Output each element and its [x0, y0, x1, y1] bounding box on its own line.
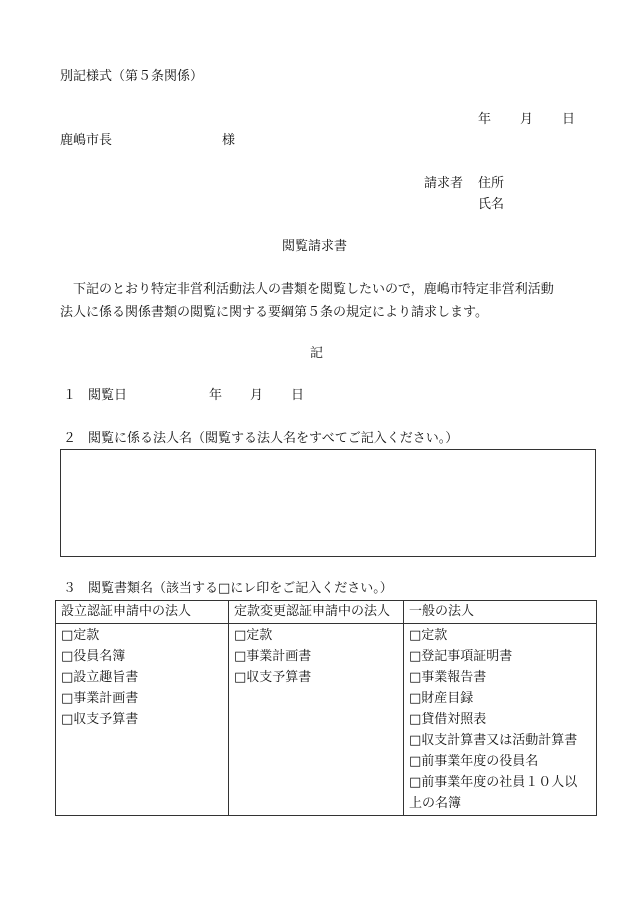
item1-year-label: 年: [209, 388, 223, 403]
checkbox-item[interactable]: □定款: [234, 628, 273, 643]
checkbox-item[interactable]: □前事業年度の社員１０人以上の名簿: [409, 775, 578, 811]
column-amendment-items: [229, 624, 404, 816]
item1-day-label: 日: [291, 388, 305, 403]
ki-heading: 記: [310, 346, 324, 361]
corporation-name-box[interactable]: [60, 449, 596, 557]
checkbox-item[interactable]: □貸借対照表: [409, 712, 487, 727]
date-month-label: 月: [520, 112, 534, 127]
item2-label: 閲覧に係る法人名（閲覧する法人名をすべてご記入ください。）: [88, 431, 459, 446]
column-general-items: [404, 624, 597, 816]
item3-label: 閲覧書類名（該当する□にレ印をご記入ください。）: [88, 581, 393, 596]
checkbox-item[interactable]: □役員名簿: [61, 649, 126, 664]
column-header-general: 一般の法人: [404, 601, 597, 624]
item3-number: ３: [63, 581, 77, 596]
body-line-1: 下記のとおり特定非営利活動法人の書類を閲覧したいので，鹿嶋市特定非営利活動: [73, 282, 554, 297]
addressee-honorific: 様: [222, 133, 236, 148]
checkbox-item[interactable]: □事業計画書: [234, 649, 312, 664]
column-establishment-items: [56, 624, 229, 816]
column-header-amendment: 定款変更認証申請中の法人: [229, 601, 404, 624]
date-year-label: 年: [478, 112, 492, 127]
checkbox-item[interactable]: □事業計画書: [61, 691, 139, 706]
checkbox-item[interactable]: □事業報告書: [409, 670, 487, 685]
checkbox-item[interactable]: □設立趣旨書: [61, 670, 139, 685]
item1-label: 閲覧日: [88, 388, 128, 403]
document-title: 閲覧請求書: [282, 239, 348, 254]
checkbox-item[interactable]: □収支予算書: [234, 670, 312, 685]
item1-number: １: [63, 388, 77, 403]
form-label: 別記様式（第５条関係）: [60, 69, 204, 84]
document-type-table: [55, 600, 597, 816]
requester-address-label: 住所: [478, 176, 505, 191]
checkbox-item[interactable]: □収支計算書又は活動計算書: [409, 733, 578, 748]
checkbox-item[interactable]: □財産目録: [409, 691, 474, 706]
addressee-name: 鹿嶋市長: [60, 133, 113, 148]
date-day-label: 日: [562, 112, 576, 127]
checkbox-item[interactable]: □定款: [61, 628, 100, 643]
requester-name-label: 氏名: [478, 197, 505, 212]
item1-month-label: 月: [250, 388, 264, 403]
requester-label: 請求者: [424, 176, 464, 191]
column-header-establishment: 設立認証申請中の法人: [56, 601, 229, 624]
checkbox-item[interactable]: □登記事項証明書: [409, 649, 513, 664]
checkbox-item[interactable]: □前事業年度の役員名: [409, 754, 539, 769]
item2-number: ２: [63, 431, 77, 446]
checkbox-item[interactable]: □収支予算書: [61, 712, 139, 727]
checkbox-item[interactable]: □定款: [409, 628, 448, 643]
body-line-2: 法人に係る関係書類の閲覧に関する要綱第５条の規定により請求します。: [60, 305, 488, 320]
